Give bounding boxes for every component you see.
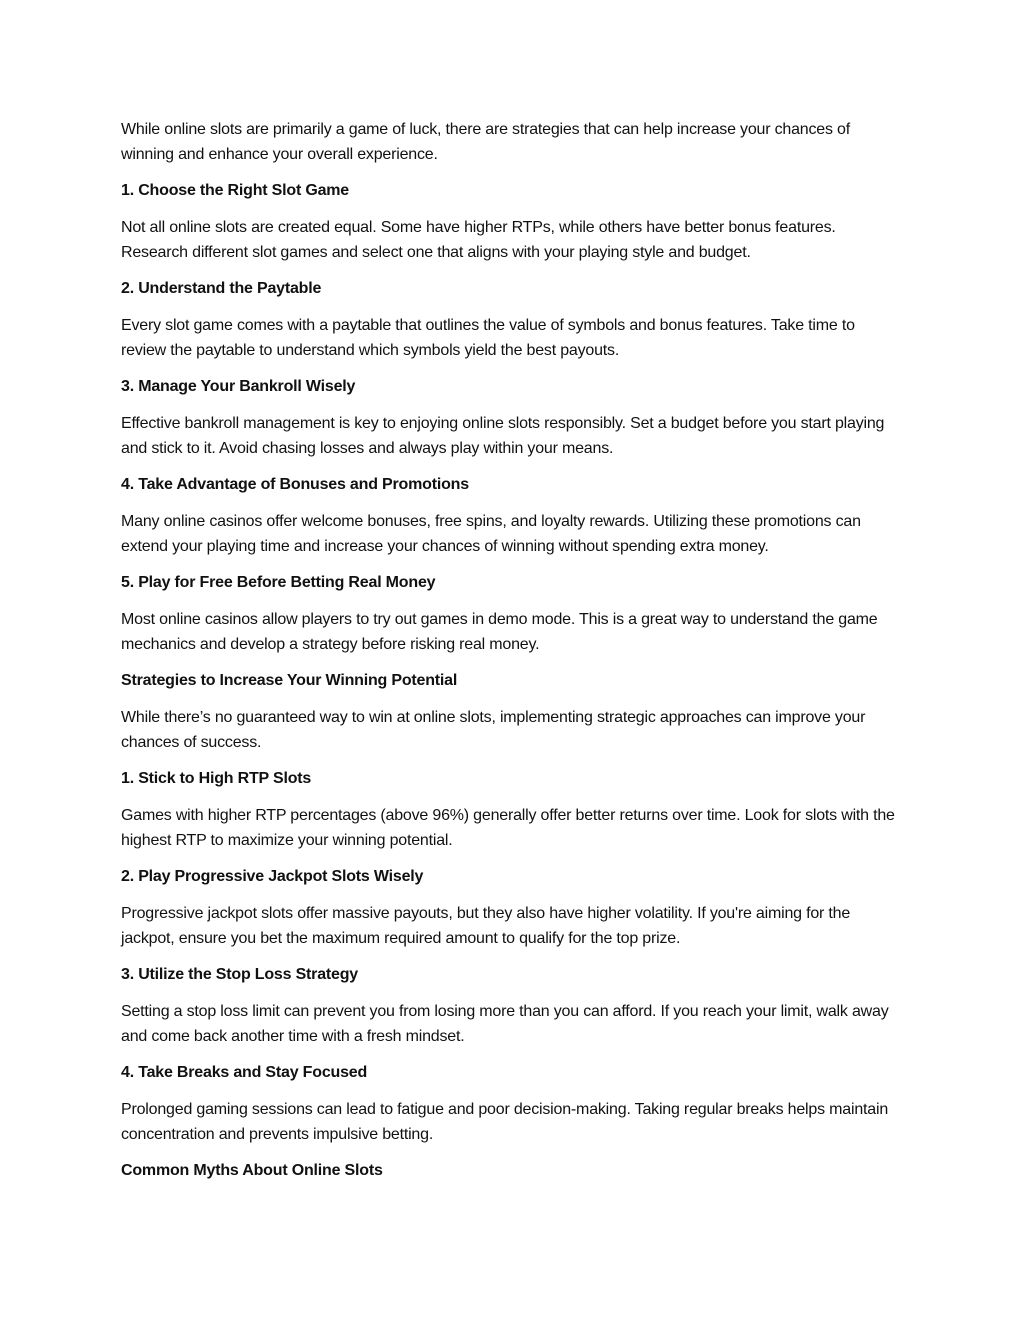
- tip-3-heading: 3. Manage Your Bankroll Wisely: [121, 378, 356, 395]
- strategy-1-heading: 1. Stick to High RTP Slots: [121, 770, 312, 787]
- strategies-heading: Strategies to Increase Your Winning Potential: [121, 672, 458, 689]
- tip-1-body: Not all online slots are created equal. Some have higher RTPs, while others have better bonus features. Research different slot games and select one that aligns with your playing style and budget.: [121, 219, 836, 261]
- strategy-3-heading: 3. Utilize the Stop Loss Strategy: [121, 966, 359, 983]
- tip-5-body: Most online casinos allow players to try out games in demo mode. This is a great way to understand the game mechanics and develop a strategy before risking real money.: [121, 611, 878, 653]
- strategies-intro: While there’s no guaranteed way to win at online slots, implementing strategic approaches can improve your chances of success.: [121, 709, 866, 751]
- tip-1-heading: 1. Choose the Right Slot Game: [121, 182, 350, 199]
- tip-2-body: Every slot game comes with a paytable that outlines the value of symbols and bonus features. Take time to review the paytable to understand which symbols yield the best payouts.: [121, 317, 855, 359]
- strategy-4-body: Prolonged gaming sessions can lead to fatigue and poor decision-making. Taking regular breaks helps maintain concentration and prevents impulsive betting.: [121, 1101, 889, 1143]
- strategy-2-heading: 2. Play Progressive Jackpot Slots Wisely: [121, 868, 424, 885]
- strategy-1-body: Games with higher RTP percentages (above 96%) generally offer better returns over time. Look for slots with the highest RTP to maximize your winning potential.: [121, 807, 895, 849]
- document-page: [121, 118, 899, 1181]
- myths-heading: Common Myths About Online Slots: [121, 1162, 383, 1179]
- tip-4-heading: 4. Take Advantage of Bonuses and Promotions: [121, 476, 469, 493]
- tip-5-heading: 5. Play for Free Before Betting Real Money: [121, 574, 436, 591]
- tip-4-body: Many online casinos offer welcome bonuses, free spins, and loyalty rewards. Utilizing these promotions can extend your playing time and increase your chances of winning without spending extra money.: [121, 513, 861, 555]
- strategy-4-heading: 4. Take Breaks and Stay Focused: [121, 1064, 368, 1081]
- intro-paragraph: While online slots are primarily a game of luck, there are strategies that can help increase your chances of winning and enhance your overall experience.: [121, 121, 850, 163]
- strategy-2-body: Progressive jackpot slots offer massive payouts, but they also have higher volatility. If you're aiming for the jackpot, ensure you bet the maximum required amount to qualify for the top prize.: [121, 905, 851, 947]
- tip-3-body: Effective bankroll management is key to enjoying online slots responsibly. Set a budget before you start playing and stick to it. Avoid chasing losses and always play within your means.: [121, 415, 885, 457]
- strategy-3-body: Setting a stop loss limit can prevent you from losing more than you can afford. If you reach your limit, walk away and come back another time with a fresh mindset.: [121, 1003, 889, 1045]
- tip-2-heading: 2. Understand the Paytable: [121, 280, 322, 297]
